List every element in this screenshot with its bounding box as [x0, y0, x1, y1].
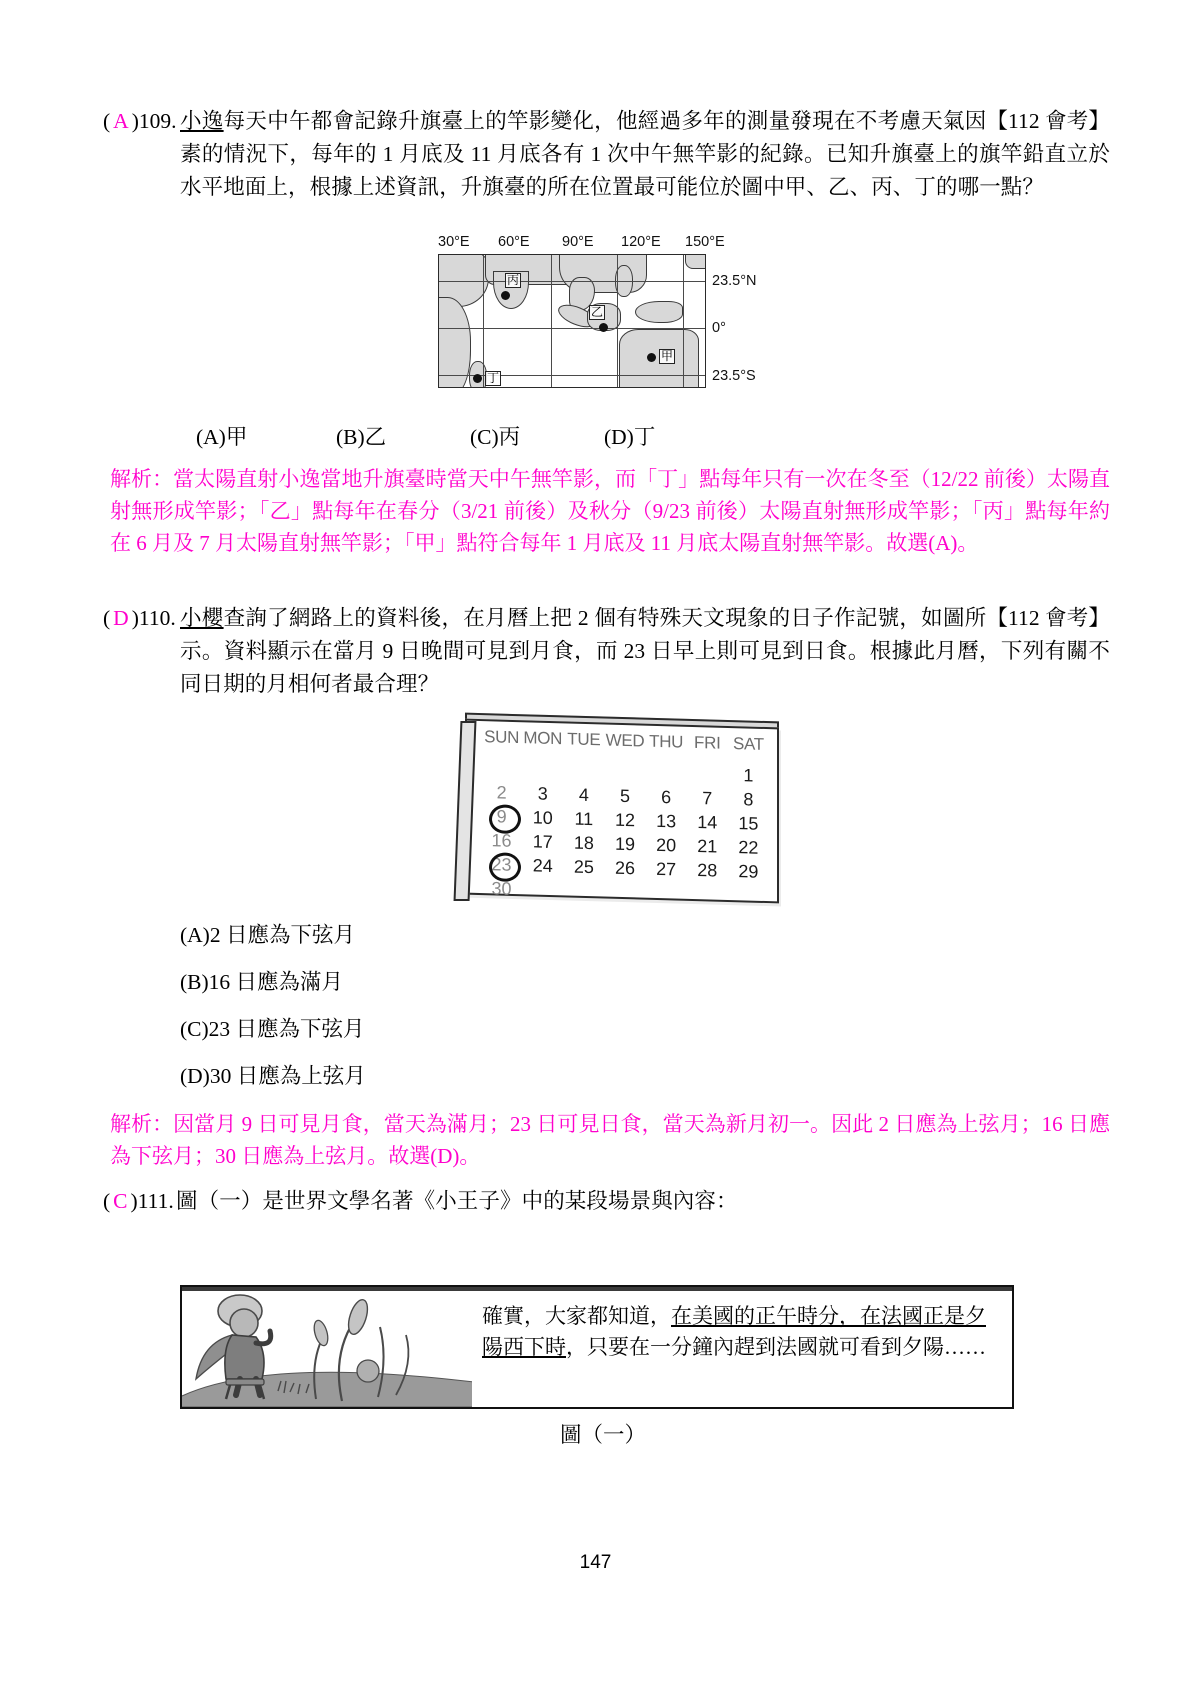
- answer-letter-109: A: [113, 109, 129, 133]
- calendar-day: 20: [656, 834, 677, 856]
- calendar-day: [604, 879, 645, 904]
- landmass-pacific-island: [685, 254, 706, 269]
- answer-marker-109: ( A )109.: [103, 109, 177, 133]
- map-lon-label-0: 30°E: [438, 234, 470, 250]
- calendar-day: 30: [491, 878, 512, 899]
- page-number: 147: [579, 1552, 612, 1573]
- calendar-weekday-mon: MON: [523, 728, 563, 749]
- calendar-weekday-fri: FRI: [694, 732, 721, 753]
- map-point-label-jia: 甲: [661, 349, 674, 363]
- calendar-day: [563, 878, 604, 903]
- question-text-110: [180, 602, 1110, 701]
- map-grid: [438, 254, 706, 388]
- calendar-day-circled-23: 23: [481, 852, 522, 877]
- calendar-day: 13: [656, 810, 677, 832]
- calendar-day: [563, 758, 604, 783]
- explanation-label-110: 解析：: [110, 1112, 174, 1136]
- calendar-day: 27: [656, 858, 677, 880]
- quote-part-1: 確實，大家都知道，: [482, 1304, 671, 1328]
- calendar-day: 3: [537, 783, 548, 804]
- calendar-day: 29: [738, 861, 759, 882]
- gridline-lon-90: [551, 255, 552, 387]
- calendar-day: [481, 756, 522, 781]
- explanation-110: [110, 1108, 1110, 1172]
- map-figure: [432, 232, 784, 400]
- map-lon-label-4: 150°E: [685, 234, 725, 250]
- little-prince-illustration: [182, 1291, 472, 1407]
- map-point-dot-jia: [647, 353, 656, 362]
- exam-tag-110: 【112 會考】: [986, 606, 1110, 630]
- calendar-day: 14: [697, 812, 718, 833]
- quote-underlined: 在美國的正午時分，在法國正是夕陽西下時: [482, 1304, 986, 1359]
- calendar-day: 18: [573, 832, 594, 854]
- gridline-lon-120: [617, 255, 618, 387]
- calendar-day: 5: [619, 785, 630, 807]
- question-lead-110: 小櫻: [180, 606, 224, 630]
- calendar-day: 25: [573, 856, 594, 878]
- calendar-day: 21: [697, 836, 718, 857]
- calendar-weekday-tue: TUE: [567, 729, 601, 750]
- option-110-a: (A)2 日應為下弦月: [180, 923, 355, 947]
- map-lat-label-1: 0°: [712, 320, 726, 336]
- map-lat-label-0: 23.5°N: [712, 273, 757, 289]
- calendar-day: 12: [614, 809, 635, 831]
- calendar-day: 6: [661, 787, 672, 808]
- map-lon-label-2: 90°E: [562, 234, 594, 250]
- calendar-day: 28: [697, 860, 718, 881]
- explanation-label-109: 解析：: [110, 467, 174, 491]
- figure-caption-1: 圖（一）: [560, 1423, 647, 1447]
- calendar-day: [522, 757, 563, 782]
- gridline-equator: [439, 328, 705, 329]
- calendar-day: 11: [574, 808, 594, 830]
- answer-marker-110: ( D )110.: [103, 606, 176, 630]
- calendar-grid: [481, 727, 769, 899]
- little-prince-svg: [182, 1291, 472, 1407]
- answer-letter-110: D: [113, 606, 129, 630]
- calendar-day: 19: [614, 833, 635, 855]
- calendar-weekday-sat: SAT: [732, 734, 764, 754]
- question-lead-109: 小逸: [180, 109, 224, 133]
- calendar-day: [687, 882, 728, 907]
- calendar-day: 7: [702, 788, 713, 809]
- calendar-day: [728, 883, 769, 908]
- little-prince-quote: [482, 1301, 998, 1363]
- calendar-day: 22: [738, 837, 759, 858]
- calendar-day: [646, 881, 687, 906]
- option-109-a: (A)甲: [196, 425, 248, 449]
- landmass-new-guinea: [635, 301, 683, 323]
- calendar-day: 10: [532, 807, 553, 828]
- explanation-109: [110, 463, 1110, 559]
- calendar-day: 15: [738, 813, 759, 834]
- option-110-b: (B)16 日應為滿月: [180, 970, 344, 994]
- map-lon-label-3: 120°E: [621, 234, 661, 250]
- little-prince-panel: [180, 1285, 1014, 1409]
- calendar-day-circled-9: 9: [481, 804, 522, 829]
- gridline-tropic-cancer: [439, 281, 705, 282]
- question-body-111: 圖（一）是世界文學名著《小王子》中的某段場景與內容：: [176, 1189, 738, 1213]
- option-110-d: (D)30 日應為上弦月: [180, 1064, 366, 1088]
- calendar-day: [604, 759, 645, 784]
- exam-tag-109: 【112 會考】: [986, 109, 1110, 133]
- calendar-day: 24: [532, 855, 553, 876]
- map-lon-label-1: 60°E: [498, 234, 530, 250]
- calendar-day: 17: [532, 831, 553, 852]
- map-point-dot-ding: [473, 374, 482, 383]
- explanation-text-110: 因當月 9 日可見月食，當天為滿月；23 日可見日食，當天為新月初一。因此 2 日應為上弦月；16 日應為下弦月；30 日應為上弦月。故選(D)。: [110, 1112, 1111, 1168]
- calendar-day: [646, 761, 687, 786]
- question-number-110: 110.: [138, 606, 176, 630]
- map-point-dot-yi: [599, 323, 608, 332]
- map-lat-label-2: 23.5°S: [712, 368, 756, 384]
- calendar-day: [522, 877, 563, 902]
- calendar-weekday-wed: WED: [605, 730, 645, 751]
- answer-marker-111: ( C )111.: [103, 1189, 174, 1213]
- question-body-109: 每天中午都會記錄升旗臺上的竿影變化，他經過多年的測量發現在不考慮天氣因素的情況下，每年的 1 月底及 11 月底各有 1 次中午無竿影的紀錄。已知升旗臺上的旗竿鉛直立於水平地面上，根據上述資訊，升旗臺的所在位置最可能位於圖中甲、乙、丙、丁的哪一點？: [180, 109, 1110, 199]
- option-110-c: (C)23 日應為下弦月: [180, 1017, 365, 1041]
- gridline-lon-60: [483, 255, 484, 387]
- question-body-110: 查詢了網路上的資料後，在月曆上把 2 個有特殊天文現象的日子作記號，如圖所示。資料顯示在當月 9 日晚間可見到月食，而 23 日早上則可見到日食。根據此月曆，下列有關不同日期的月相何者最合理？: [180, 606, 1110, 696]
- calendar-day: 8: [743, 789, 754, 810]
- map-point-label-bing: 丙: [507, 273, 520, 287]
- question-number-111: 111.: [137, 1189, 174, 1213]
- answer-letter-111: C: [113, 1189, 128, 1213]
- option-109-d: (D)丁: [604, 425, 656, 449]
- calendar-day: 4: [578, 784, 589, 805]
- explanation-text-109: 當太陽直射小逸當地升旗臺時當天中午無竿影，而「丁」點每年只有一次在冬至（12/22 前後）太陽直射無形成竿影；「乙」點每年在春分（3/21 前後）及秋分（9/23 前後）太陽直射無形成竿影；「丙」點每年約在 6 月及 7 月太陽直射無竿影；「甲」點符合每年 1 月底及 11 月底太陽直射無竿影。故選(A)。: [110, 467, 1111, 555]
- question-number-109: 109.: [138, 109, 177, 133]
- calendar-day: 16: [491, 830, 512, 851]
- calendar-day: 1: [743, 765, 754, 786]
- question-text-109: [180, 105, 1110, 204]
- gridline-lon-150: [683, 255, 684, 387]
- map-point-label-ding: 丁: [487, 371, 500, 385]
- calendar-weekday-thu: THU: [649, 731, 684, 752]
- quote-part-2: ，只要在一分鐘內趕到法國就可看到夕陽……: [566, 1335, 986, 1359]
- calendar-day: [687, 762, 728, 787]
- calendar-day: 26: [614, 857, 635, 879]
- calendar-day: 2: [496, 782, 507, 803]
- option-109-b: (B)乙: [336, 425, 387, 449]
- question-text-111: [176, 1185, 1106, 1218]
- calendar-figure: [455, 715, 785, 905]
- map-point-dot-bing: [501, 291, 510, 300]
- map-point-label-yi: 乙: [591, 305, 604, 319]
- option-109-c: (C)丙: [470, 425, 521, 449]
- calendar-weekday-sun: SUN: [484, 727, 520, 748]
